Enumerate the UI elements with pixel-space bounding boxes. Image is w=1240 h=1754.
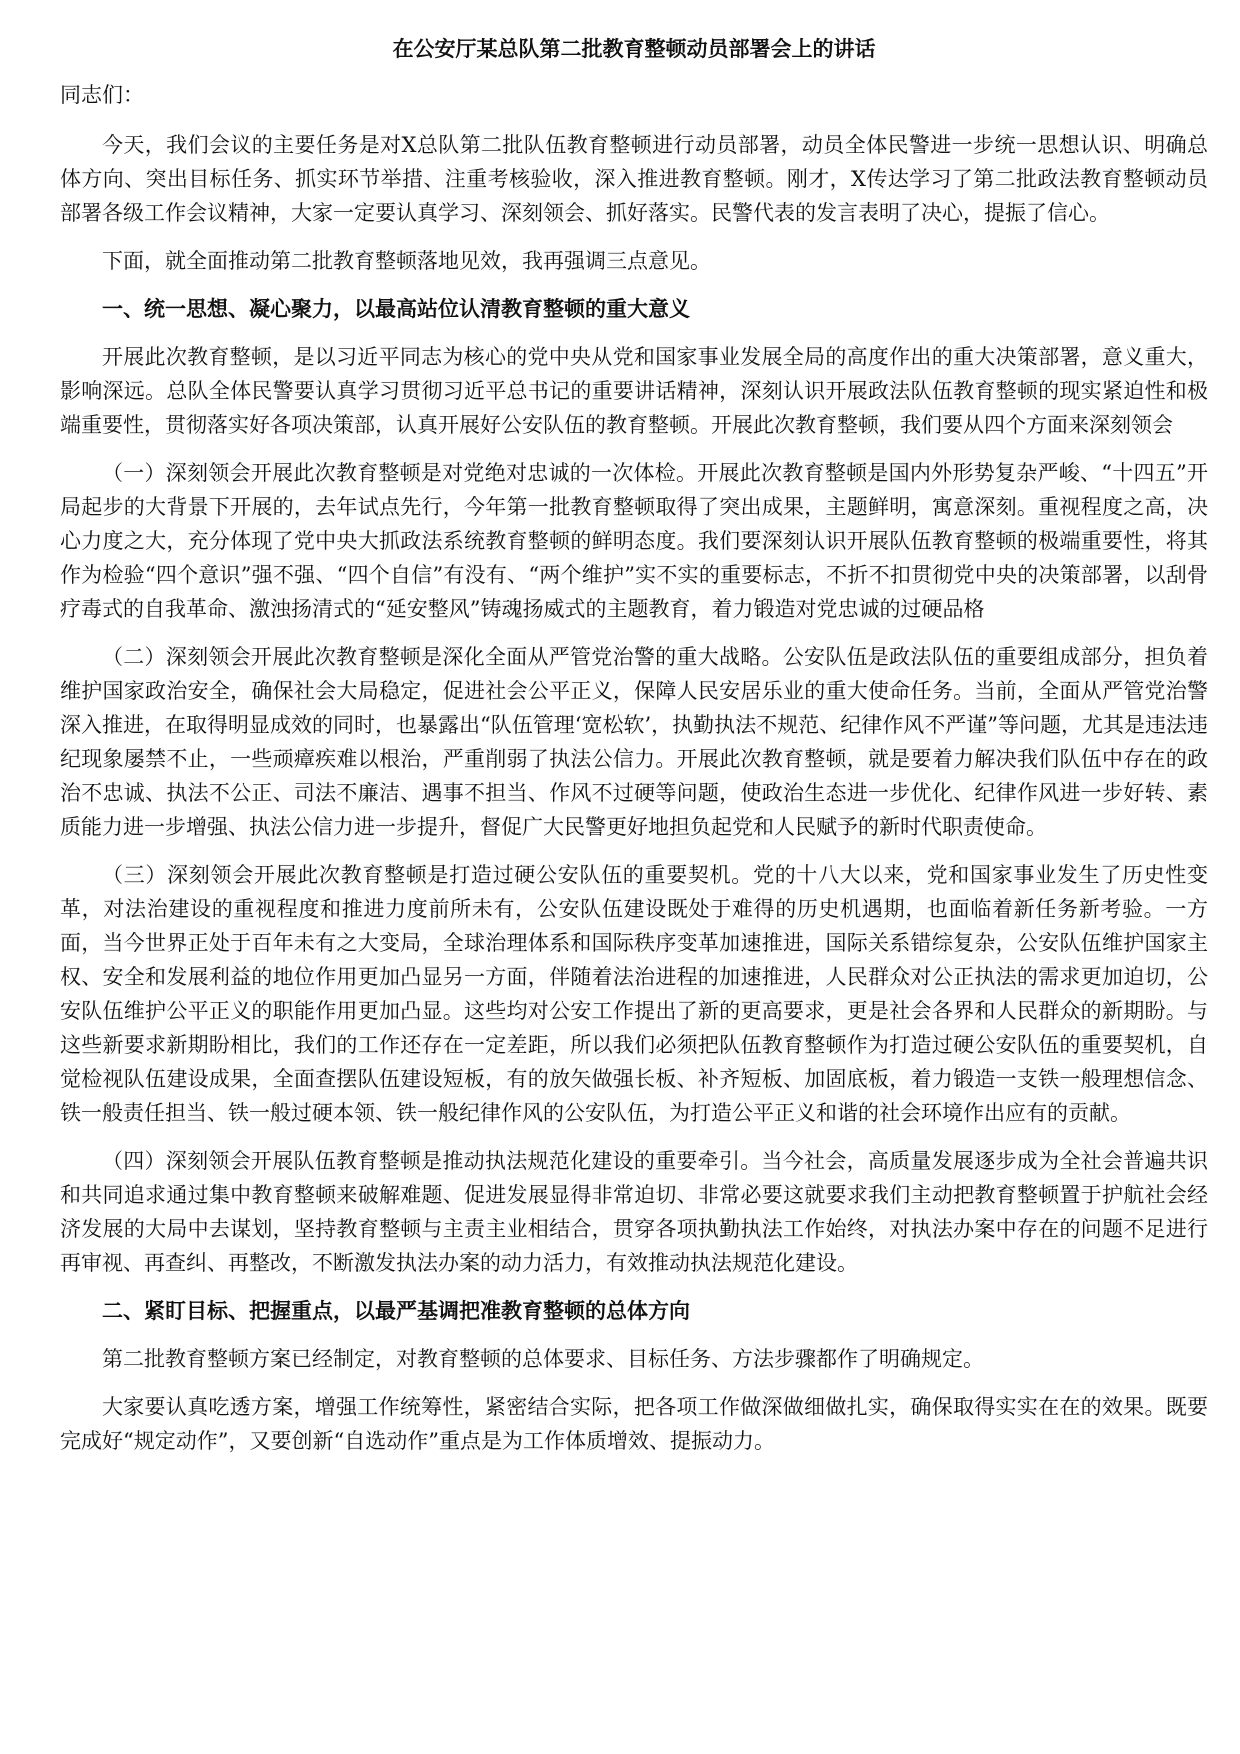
document-title: 在公安厅某总队第二批教育整顿动员部署会上的讲话: [392, 36, 876, 61]
section-1-point-1: （一）深刻领会开展此次教育整顿是对党绝对忠诚的一次体检。开展此次教育整顿是国内外形势复杂严峻、“十四五”开局起步的大背景下开展的，去年试点先行，今年第一批教育整顿取得了突出成果，主题鲜明，寓意深刻。重视程度之高，决心力度之大，充分体现了党中央大抓政法系统教育整顿的鲜明态度。我们要深刻认识开展队伍教育整顿的极端重要性，将其作为检验“四个意识”强不强、“四个自信”有没有、“两个维护”实不实的重要标志，不折不扣贯彻党中央的决策部署，以刮骨疗毒式的自我革命、激浊扬清式的“延安整风”铸魂扬威式的主题教育，着力锻造对党忠诚的过硬品格: [60, 461, 1208, 621]
transition-paragraph: 下面，就全面推动第二批教育整顿落地见效，我再强调三点意见。: [102, 249, 711, 273]
section-2-heading: 二、紧盯目标、把握重点，以最严基调把准教育整顿的总体方向: [102, 1298, 690, 1323]
section-1-point-4: （四）深刻领会开展队伍教育整顿是推动执法规范化建设的重要牵引。当今社会，高质量发展逐步成为全社会普遍共识和共同追求通过集中教育整顿来破解难题、促进发展显得非常迫切、非常必要这就要求我们主动把教育整顿置于护航社会经济发展的大局中去谋划，坚持教育整顿与主责主业相结合，贯穿各项执勤执法工作始终，对执法办案中存在的问题不足进行再审视、再查纠、再整改，不断激发执法办案的动力活力，有效推动执法规范化建设。: [60, 1149, 1208, 1275]
intro-paragraph: 今天，我们会议的主要任务是对X总队第二批队伍教育整顿进行动员部署，动员全体民警进一步统一思想认识、明确总体方向、突出目标任务、抓实环节举措、注重考核验收，深入推进教育整顿。刚才，X传达学习了第二批政法教育整顿动员部署各级工作会议精神，大家一定要认真学习、深刻领会、抓好落实。民警代表的发言表明了决心，提振了信心。: [60, 133, 1208, 225]
section-1-point-2: （二）深刻领会开展此次教育整顿是深化全面从严管党治警的重大战略。公安队伍是政法队伍的重要组成部分，担负着维护国家政治安全，确保社会大局稳定，促进社会公平正义，保障人民安居乐业的重大使命任务。当前，全面从严管党治警深入推进，在取得明显成效的同时，也暴露出“队伍管理‘宽松软’，执勤执法不规范、纪律作风不严谨”等问题，尤其是违法违纪现象屡禁不止，一些顽瘴疾难以根治，严重削弱了执法公信力。开展此次教育整顿，就是要着力解决我们队伍中存在的政治不忠诚、执法不公正、司法不廉洁、遇事不担当、作风不过硬等问题，使政治生态进一步优化、纪律作风进一步好转、素质能力进一步增强、执法公信力进一步提升，督促广大民警更好地担负起党和人民赋予的新时代职责使命。: [60, 645, 1208, 839]
document-page: [60, 32, 1208, 1472]
salutation: 同志们：: [60, 83, 144, 107]
section-2-paragraph-2: 大家要认真吃透方案，增强工作统筹性，紧密结合实际，把各项工作做深做细做扎实，确保取得实实在在的效果。既要完成好“规定动作”，又要创新“自选动作”重点是为工作体质增效、提振动力。: [60, 1395, 1208, 1453]
section-1-paragraph: 开展此次教育整顿，是以习近平同志为核心的党中央从党和国家事业发展全局的高度作出的重大决策部署，意义重大，影响深远。总队全体民警要认真学习贯彻习近平总书记的重要讲话精神，深刻认识开展政法队伍教育整顿的现实紧迫性和极端重要性，贯彻落实好各项决策部，认真开展好公安队伍的教育整顿。开展此次教育整顿，我们要从四个方面来深刻领会: [60, 345, 1208, 437]
section-2-paragraph-1: 第二批教育整顿方案已经制定，对教育整顿的总体要求、目标任务、方法步骤都作了明确规定。: [102, 1347, 984, 1371]
section-1-heading: 一、统一思想、凝心聚力，以最高站位认清教育整顿的重大意义: [102, 296, 690, 321]
section-1-point-3: （三）深刻领会开展此次教育整顿是打造过硬公安队伍的重要契机。党的十八大以来，党和国家事业发生了历史性变革，对法治建设的重视程度和推进力度前所未有，公安队伍建设既处于难得的历史机遇期，也面临着新任务新考验。一方面，当今世界正处于百年未有之大变局，全球治理体系和国际秩序变革加速推进，国际关系错综复杂，公安队伍维护国家主权、安全和发展利益的地位作用更加凸显另一方面，伴随着法治进程的加速推进，人民群众对公正执法的需求更加迫切，公安队伍维护公平正义的职能作用更加凸显。这些均对公安工作提出了新的更高要求，更是社会各界和人民群众的新期盼。与这些新要求新期盼相比，我们的工作还存在一定差距，所以我们必须把队伍教育整顿作为打造过硬公安队伍的重要契机，自觉检视队伍建设成果，全面查摆队伍建设短板，有的放矢做强长板、补齐短板、加固底板，着力锻造一支铁一般理想信念、铁一般责任担当、铁一般过硬本领、铁一般纪律作风的公安队伍，为打造公平正义和谐的社会环境作出应有的贡献。: [60, 863, 1208, 1125]
